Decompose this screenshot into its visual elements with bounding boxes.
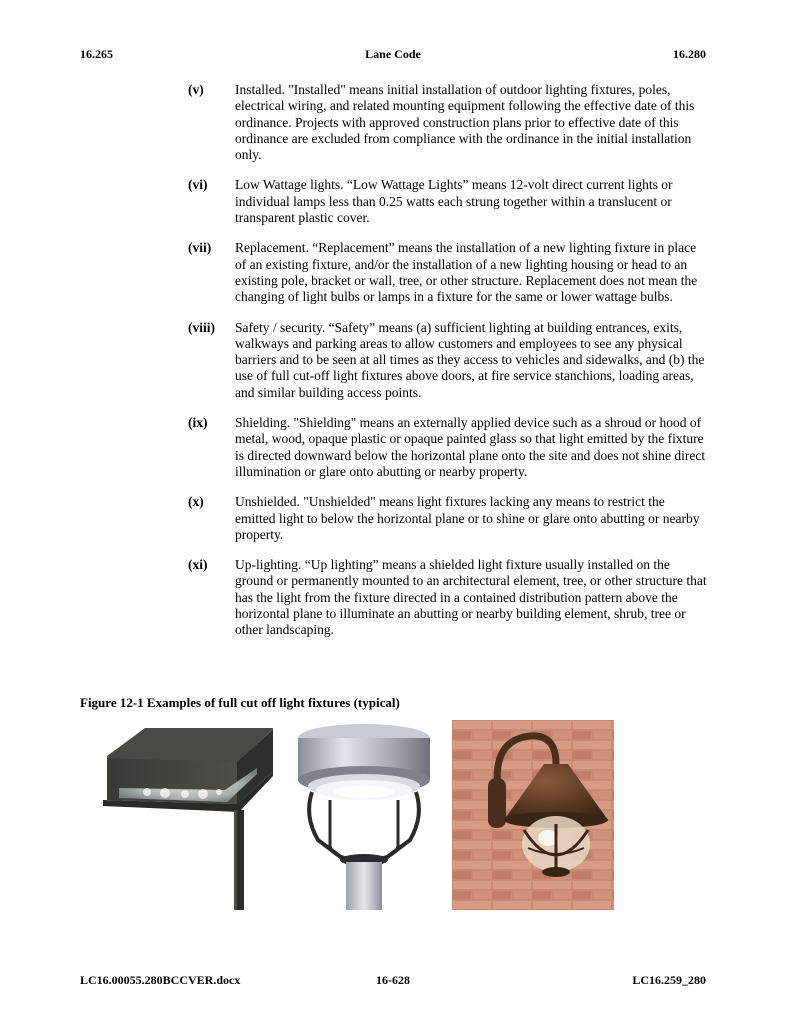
- definition-number: (v): [188, 82, 204, 97]
- definition-number: (xi): [188, 557, 208, 573]
- definition-item: [188, 415, 708, 480]
- definition-text: Safety / security. “Safety” means (a) sufficient lighting at building entrances, exits, walkways and parking areas to allow customers and employees to see any physical barriers and to be seen at all times as they access to vehicles and sidewalks, and (b) the use of full cut-off light fixtures above doors, at fire service stanchions, loading areas, and similar building access points.: [235, 319, 705, 400]
- page-header: [80, 47, 706, 63]
- definition-number: (viii): [188, 319, 215, 335]
- definition-number: (ix): [188, 415, 208, 431]
- definition-item: [188, 557, 708, 638]
- definition-text: Shielding. "Shielding" means an externally applied device such as a shroud or hood of metal, wood, opaque plastic or opaque painted glass so that light emitted by the fixture is directed downward below the horizontal plane onto the site and does not shine direct illumination or glare onto abutting or nearby property.: [235, 415, 706, 479]
- wall-sconce-illustration: [452, 720, 614, 910]
- definition-item: [188, 177, 708, 226]
- definition-item: [188, 320, 708, 401]
- definition-text: Unshielded. "Unshielded" means light fixtures lacking any means to restrict the emitted light to below the horizontal plane or to shine or glare onto abutting or nearby property.: [235, 494, 700, 542]
- wall-sconce-photo: [452, 720, 614, 910]
- cylinder-fixture-illustration: [282, 720, 447, 910]
- definition-item: [188, 494, 708, 543]
- box-fixture-illustration: [97, 720, 273, 910]
- definition-text: Up-lighting. “Up lighting” means a shielded light fixture usually installed on the ground or permanently mounted to an architectural element, tree, or other structure that has the light from the fixture directed in a contained distribution pattern above the horizontal plane to illuminate an abutting or nearby building element, shrub, tree or other landscaping.: [235, 557, 707, 638]
- cylinder-fixture-photo: [282, 720, 447, 910]
- definition-text: Installed. "Installed" means initial installation of outdoor lighting fixtures, poles, electrical wiring, and related mounting equipment following the effective date of this ordinance. Projects with approved construction plans prior to effective date of this ordinance are excluded from compliance with the ordinance in the initial installation only.: [235, 82, 695, 163]
- figure-caption: Figure 12-1 Examples of full cut off light fixtures (typical): [80, 695, 400, 710]
- box-fixture-photo: [97, 720, 273, 910]
- header-title: Lane Code: [365, 47, 421, 61]
- definition-number: (vi): [188, 177, 208, 193]
- definition-number: (x): [188, 494, 204, 510]
- page-number: 16-628: [376, 973, 410, 987]
- definition-text: Replacement. “Replacement” means the installation of a new lighting fixture in place of an existing fixture, and/or the installation of a new lighting housing or head to an existing pole, bracket or wall, tree, or other structure. Replacement does not mean the changing of light bulbs or lamps in a fixture for the same or lower wattage bulbs.: [235, 240, 698, 305]
- definition-number: (vii): [188, 240, 212, 256]
- definition-item: [188, 240, 708, 305]
- header-section-start: 16.265: [80, 47, 113, 61]
- footer-section-range: LC16.259_280: [632, 973, 706, 987]
- definition-text: Low Wattage lights. “Low Wattage Lights” means 12-volt direct current lights or individual lamps less than 0.25 watts each strung together within a translucent or transparent plastic cover.: [235, 177, 673, 226]
- header-section-end: 16.280: [673, 47, 706, 61]
- footer-filename: LC16.00055.280BCCVER.docx: [80, 973, 241, 987]
- definitions-list: [188, 82, 708, 653]
- page-footer: [80, 973, 706, 989]
- definition-item: [188, 82, 708, 163]
